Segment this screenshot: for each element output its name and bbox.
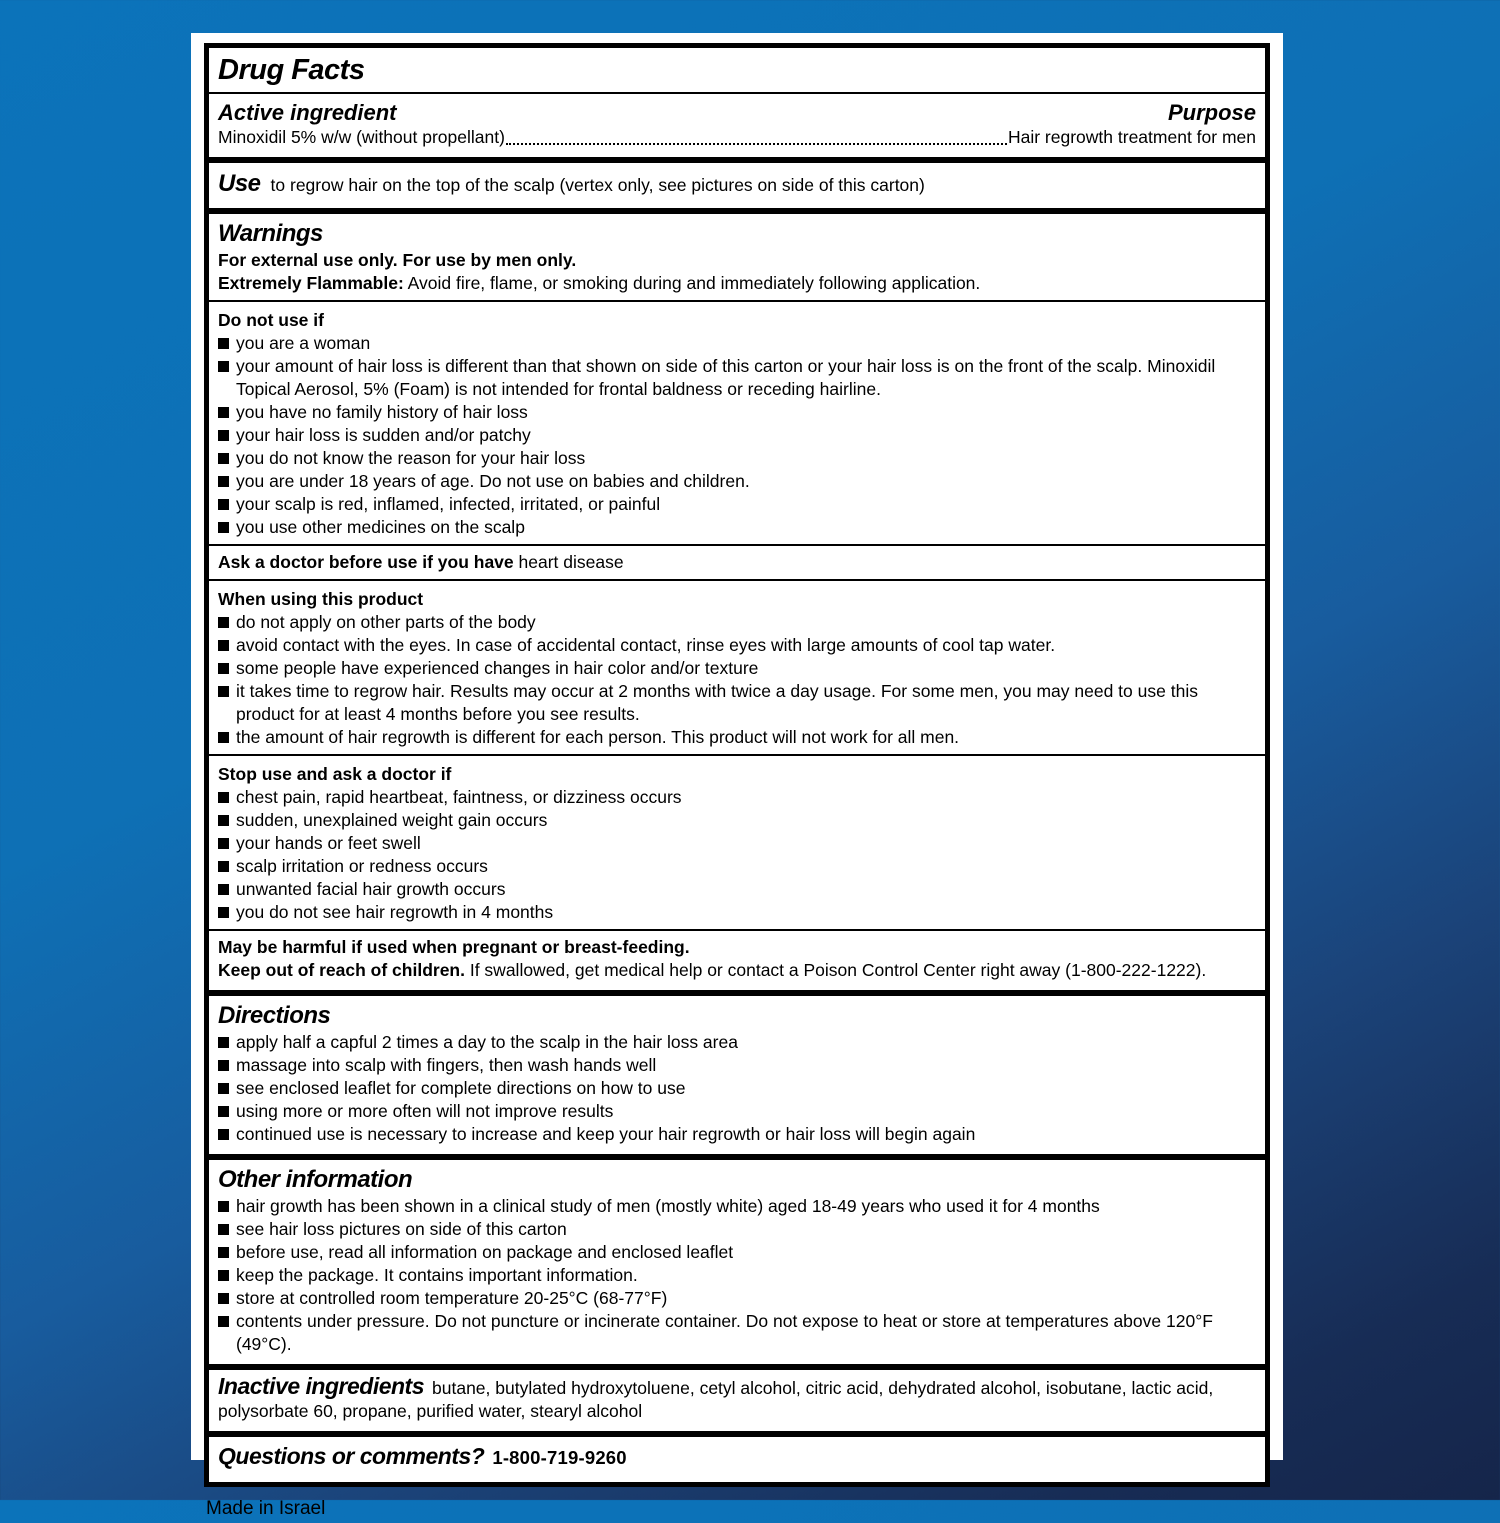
- thin-rule: [209, 579, 1265, 581]
- square-bullet-icon: [218, 1201, 229, 1212]
- square-bullet-icon: [218, 1270, 229, 1281]
- list-item: [218, 1195, 1256, 1218]
- list-item: [218, 447, 1256, 470]
- list-item-text: the amount of hair regrowth is different for each person. This product will not work for all men.: [236, 727, 960, 747]
- list-item-text: you use other medicines on the scalp: [236, 517, 525, 537]
- section-active-ingredient: [209, 48, 1265, 157]
- square-bullet-icon: [218, 1293, 229, 1304]
- list-item: [218, 786, 1256, 809]
- ask-doctor-text: heart disease: [513, 552, 624, 572]
- square-bullet-icon: [218, 476, 229, 487]
- list-item: [218, 1054, 1256, 1077]
- do-not-use-subsection: [218, 307, 1256, 539]
- square-bullet-icon: [218, 1106, 229, 1117]
- stop-use-heading: Stop use and ask a doctor if: [218, 764, 452, 784]
- square-bullet-icon: [218, 499, 229, 510]
- list-item-text: keep the package. It contains important information.: [236, 1265, 638, 1285]
- list-item-text: contents under pressure. Do not puncture or incinerate container. Do not expose to heat or store at temperatures above 120°F (49°C).: [236, 1311, 1213, 1354]
- list-item: [218, 1077, 1256, 1100]
- use-text: to regrow hair on the top of the scalp (vertex only, see pictures on side of this carton): [270, 175, 925, 195]
- list-item-text: do not apply on other parts of the body: [236, 612, 536, 632]
- section-use: [209, 157, 1265, 208]
- list-item-text: your hair loss is sudden and/or patchy: [236, 425, 531, 445]
- list-item-text: hair growth has been shown in a clinical study of men (mostly white) aged 18-49 years who used it for 4 months: [236, 1196, 1100, 1216]
- list-item-text: sudden, unexplained weight gain occurs: [236, 810, 548, 830]
- square-bullet-icon: [218, 430, 229, 441]
- list-item: [218, 809, 1256, 832]
- list-item: [218, 1031, 1256, 1054]
- flammable-line: [218, 272, 1256, 295]
- list-item-text: you are under 18 years of age. Do not use on babies and children.: [236, 471, 750, 491]
- list-item-text: unwanted facial hair growth occurs: [236, 879, 506, 899]
- section-other-information: [209, 1154, 1265, 1364]
- square-bullet-icon: [218, 1247, 229, 1258]
- list-item: [218, 1241, 1256, 1264]
- square-bullet-icon: [218, 617, 229, 628]
- keep-out-bold: Keep out of reach of children.: [218, 960, 465, 980]
- square-bullet-icon: [218, 1060, 229, 1071]
- drug-facts-title: Drug Facts: [218, 54, 365, 86]
- drug-facts-label-sheet: [191, 33, 1283, 1519]
- list-item-text: massage into scalp with fingers, then wash hands well: [236, 1055, 657, 1075]
- list-item: [218, 901, 1256, 924]
- list-item: [218, 516, 1256, 539]
- ingredient-name: Minoxidil 5% w/w (without propellant): [218, 127, 505, 147]
- square-bullet-icon: [218, 338, 229, 349]
- thin-rule: [209, 544, 1265, 546]
- square-bullet-icon: [218, 792, 229, 803]
- list-item: [218, 657, 1256, 680]
- section-inactive-ingredients: [209, 1364, 1265, 1431]
- square-bullet-icon: [218, 907, 229, 918]
- list-item-text: chest pain, rapid heartbeat, faintness, or dizziness occurs: [236, 787, 682, 807]
- list-item: [218, 1100, 1256, 1123]
- list-item: [218, 832, 1256, 855]
- square-bullet-icon: [218, 1083, 229, 1094]
- list-item: [218, 878, 1256, 901]
- list-item-text: some people have experienced changes in hair color and/or texture: [236, 658, 759, 678]
- list-item-text: your amount of hair loss is different than that shown on side of this carton or your hair loss is on the front of the scalp. Minoxidil Topical Aerosol, 5% (Foam) is not intended for frontal baldness or receding hairline.: [236, 356, 1216, 399]
- questions-line: [218, 1445, 1256, 1470]
- flammable-text: Avoid fire, flame, or smoking during and immediately following application.: [403, 273, 981, 293]
- list-item-text: your hands or feet swell: [236, 833, 421, 853]
- list-item: [218, 726, 1256, 749]
- purpose-heading: Purpose: [1167, 100, 1256, 125]
- list-item: [218, 1123, 1256, 1146]
- list-item-text: your scalp is red, inflamed, infected, irritated, or painful: [236, 494, 661, 514]
- directions-list: [218, 1031, 1256, 1146]
- when-using-heading: When using this product: [218, 589, 424, 609]
- thin-rule: [209, 929, 1265, 931]
- list-item-text: avoid contact with the eyes. In case of accidental contact, rinse eyes with large amounts of cool tap water.: [236, 635, 1056, 655]
- inactive-ingredients-text: butane, butylated hydroxytoluene, cetyl alcohol, citric acid, dehydrated alcohol, isobutane, lactic acid, polysorbate 60, propane, purified water, stearyl alcohol: [218, 1378, 1214, 1421]
- square-bullet-icon: [218, 1129, 229, 1140]
- square-bullet-icon: [218, 640, 229, 651]
- keep-out-text: If swallowed, get medical help or contact a Poison Control Center right away (1-800-222-1222).: [464, 960, 1207, 980]
- list-item-text: continued use is necessary to increase and keep your hair regrowth or hair loss will begin again: [236, 1124, 976, 1144]
- list-item: [218, 855, 1256, 878]
- list-item: [218, 634, 1256, 657]
- square-bullet-icon: [218, 686, 229, 697]
- list-item: [218, 332, 1256, 355]
- square-bullet-icon: [218, 1037, 229, 1048]
- made-in-origin-text: Made in Israel: [206, 1498, 326, 1519]
- inactive-ingredients-line: [218, 1375, 1256, 1423]
- list-item-text: apply half a capful 2 times a day to the scalp in the hair loss area: [236, 1032, 738, 1052]
- list-item-text: before use, read all information on package and enclosed leaflet: [236, 1242, 734, 1262]
- section-warnings: [209, 208, 1265, 990]
- square-bullet-icon: [218, 407, 229, 418]
- list-item: [218, 1218, 1256, 1241]
- list-item: [218, 493, 1256, 516]
- ask-doctor-line: [218, 551, 1256, 574]
- section-questions: [209, 1431, 1265, 1482]
- ask-doctor-bold: Ask a doctor before use if you have: [218, 552, 514, 572]
- square-bullet-icon: [218, 732, 229, 743]
- square-bullet-icon: [218, 522, 229, 533]
- do-not-use-list: [218, 332, 1256, 539]
- list-item-text: you do not know the reason for your hair loss: [236, 448, 586, 468]
- thin-rule: [209, 92, 1265, 94]
- dotted-leader: [506, 143, 1007, 145]
- list-item: [218, 1310, 1256, 1356]
- flammable-bold: Extremely Flammable:: [218, 273, 404, 293]
- list-item-text: you are a woman: [236, 333, 371, 353]
- list-item: [218, 1264, 1256, 1287]
- list-item: [218, 424, 1256, 447]
- do-not-use-heading: Do not use if: [218, 310, 324, 330]
- list-item: [218, 470, 1256, 493]
- warnings-heading: Warnings: [218, 220, 323, 247]
- list-item: [218, 355, 1256, 401]
- keep-out-of-reach-line: [218, 959, 1256, 982]
- section-directions: [209, 990, 1265, 1154]
- stop-use-subsection: [218, 761, 1256, 924]
- square-bullet-icon: [218, 1316, 229, 1327]
- square-bullet-icon: [218, 361, 229, 372]
- purpose-value: Hair regrowth treatment for men: [1007, 127, 1256, 147]
- square-bullet-icon: [218, 861, 229, 872]
- other-information-heading: Other information: [218, 1166, 413, 1193]
- list-item-text: see hair loss pictures on side of this carton: [236, 1219, 567, 1239]
- square-bullet-icon: [218, 453, 229, 464]
- square-bullet-icon: [218, 884, 229, 895]
- square-bullet-icon: [218, 838, 229, 849]
- list-item-text: it takes time to regrow hair. Results may occur at 2 months with twice a day usage. For some men, you may need to use this product for at least 4 months before you see results.: [236, 681, 1198, 724]
- list-item-text: you have no family history of hair loss: [236, 402, 528, 422]
- ingredient-purpose-row: [218, 126, 1256, 149]
- square-bullet-icon: [218, 815, 229, 826]
- external-use-line: For external use only. For use by men only.: [218, 250, 577, 270]
- list-item: [218, 611, 1256, 634]
- list-item: [218, 1287, 1256, 1310]
- when-using-list: [218, 611, 1256, 749]
- list-item-text: store at controlled room temperature 20-25°C (68-77°F): [236, 1288, 668, 1308]
- list-item-text: using more or more often will not improve results: [236, 1101, 614, 1121]
- square-bullet-icon: [218, 1224, 229, 1235]
- drug-facts-panel: [204, 43, 1270, 1487]
- active-ingredient-header-row: [218, 99, 1256, 126]
- list-item-text: scalp irritation or redness occurs: [236, 856, 488, 876]
- when-using-subsection: [218, 586, 1256, 749]
- directions-heading: Directions: [218, 1002, 331, 1029]
- list-item-text: see enclosed leaflet for complete directions on how to use: [236, 1078, 686, 1098]
- list-item-text: you do not see hair regrowth in 4 months: [236, 902, 554, 922]
- thin-rule: [209, 300, 1265, 302]
- thin-rule: [209, 754, 1265, 756]
- square-bullet-icon: [218, 663, 229, 674]
- pregnant-warning-line: May be harmful if used when pregnant or breast-feeding.: [218, 937, 690, 957]
- list-item: [218, 680, 1256, 726]
- use-heading: Use: [218, 170, 261, 197]
- inactive-ingredients-heading: Inactive ingredients: [218, 1373, 425, 1399]
- questions-phone-number: 1-800-719-9260: [492, 1447, 627, 1468]
- other-information-list: [218, 1195, 1256, 1356]
- questions-heading: Questions or comments?: [218, 1443, 485, 1469]
- active-ingredient-heading: Active ingredient: [218, 100, 397, 125]
- list-item: [218, 401, 1256, 424]
- stop-use-list: [218, 786, 1256, 924]
